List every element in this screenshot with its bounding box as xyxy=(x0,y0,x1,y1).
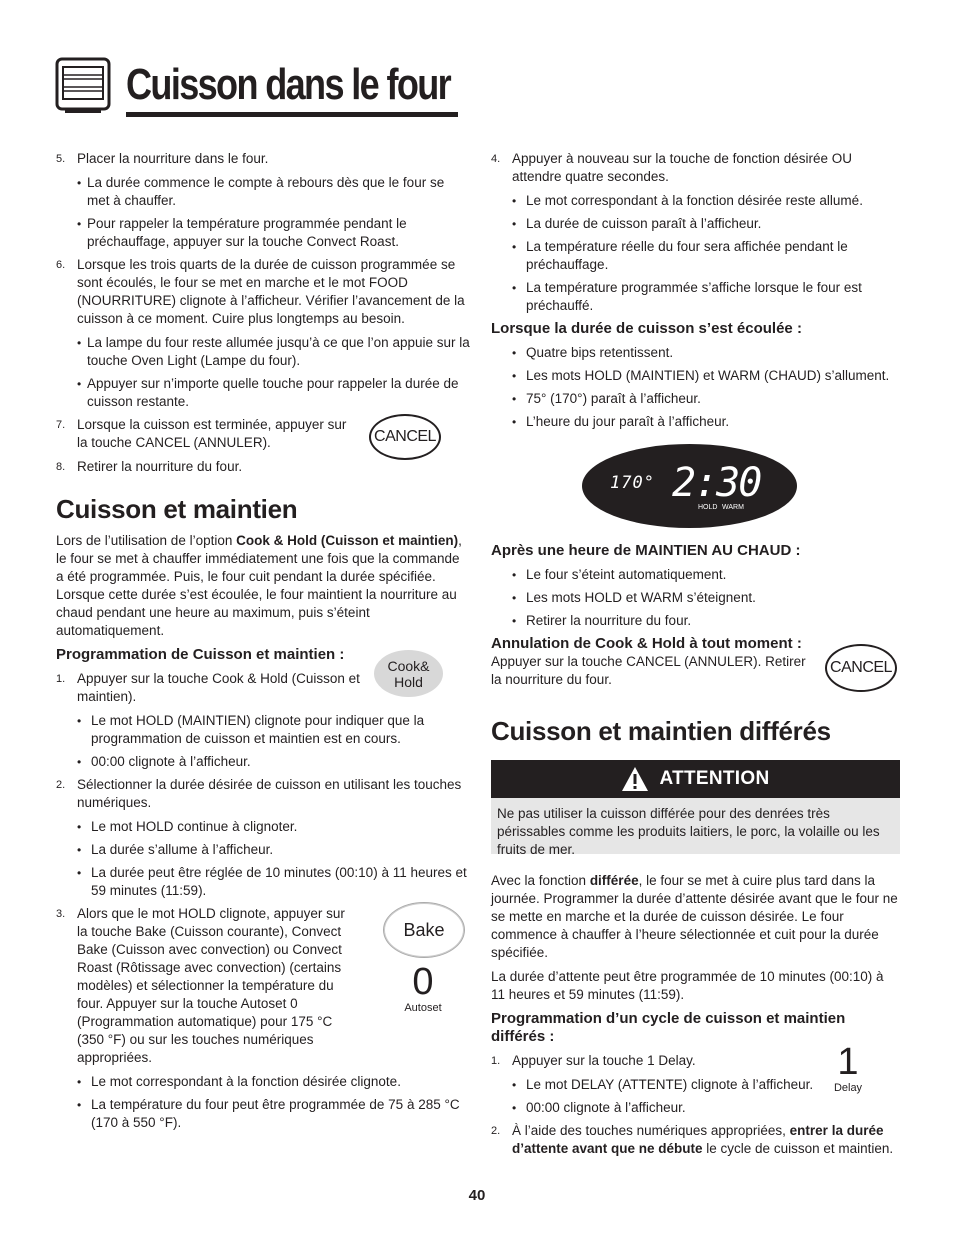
prog-step-1-bullet: • 00:00 clignote à l’afficheur. xyxy=(56,753,470,771)
step-8: 8. Retirer la nourriture du four. xyxy=(56,459,243,474)
step-5-bullet: • La durée commence le compte à rebours dès que le four se met à chauffer. xyxy=(56,174,470,210)
bake-button[interactable]: Bake xyxy=(383,902,465,958)
delayed-section xyxy=(491,872,901,1164)
step-4-bullet: • Le mot correspondant à la fonction désirée reste allumé. xyxy=(491,192,901,210)
step-5-bullet: • Pour rappeler la température programmée pendant le préchauffage, appuyer sur la touche Convect Roast. xyxy=(56,215,470,251)
delay-label: Delay xyxy=(833,1082,863,1094)
elapsed-bullet: • Quatre bips retentissent. xyxy=(491,344,901,362)
prog-step-3: 3. Alors que le mot HOLD clignote, appuyer sur la touche Bake (Cuisson courante), Convect Bake (Cuisson avec convection) ou Convect Roast (Rôtissage avec convection) (certains modèles) et sélectionner la température du four. Appuyer sur la touche Autoset 0 (Programmation automatique) pour 175 °C (350 °F) ou sur les touches numériques appropriées. xyxy=(56,906,345,1065)
oven-icon xyxy=(55,57,111,115)
step-4-bullet: • La température programmée s’affiche lorsque le four est préchauffé. xyxy=(491,279,901,315)
delay-digit: 1 xyxy=(837,1041,859,1083)
elapsed-bullet: • 75° (170°) paraît à l’afficheur. xyxy=(491,390,901,408)
cook-hold-label: Hold xyxy=(394,673,423,690)
delay-step-2: 2. À l’aide des touches numériques appropriées, entrer la durée d’attente avant que ne débute le cycle de cuisson et maintien. xyxy=(491,1123,894,1156)
display-warm: WARM xyxy=(722,504,744,511)
autoset-digit: 0 xyxy=(412,961,434,1003)
page-title: Cuisson dans le four xyxy=(126,60,451,109)
attention-header xyxy=(491,760,900,798)
cook-hold-programming-heading: Programmation de Cuisson et maintien : xyxy=(56,646,345,663)
after-hold-bullet: • Les mots HOLD et WARM s’éteignent. xyxy=(491,589,901,607)
section-title-cook-hold: Cuisson et maintien xyxy=(56,494,298,524)
after-hold-bullet: • Le four s’éteint automatiquement. xyxy=(491,566,901,584)
delay-step-1-bullet: • Le mot DELAY (ATTENTE) clignote à l’afficheur. xyxy=(491,1076,901,1094)
prog-step-2-bullet: • Le mot HOLD continue à clignoter. xyxy=(56,818,470,836)
cancel-button[interactable]: CANCEL xyxy=(825,644,897,692)
prog-step-2: 2. Sélectionner la durée désirée de cuisson en utilisant les touches numériques. xyxy=(56,777,462,810)
after-hold-heading: Après une heure de MAINTIEN AU CHAUD : xyxy=(491,542,801,559)
cook-hold-label: Cook& xyxy=(387,657,430,674)
delayed-range: La durée d’attente peut être programmée de 10 minutes (00:10) à 11 heures et 59 minutes (11:59). xyxy=(491,969,884,1002)
step-6-bullet: • La lampe du four reste allumée jusqu’à ce que l’on appuie sur la touche Oven Light (Lampe du four). xyxy=(56,334,470,370)
step-4-bullet: • La durée de cuisson paraît à l’afficheur. xyxy=(491,215,901,233)
prog-step-2-bullet: • La durée peut être réglée de 10 minutes (00:10) à 11 heures et 59 minutes (11:59). xyxy=(56,864,470,900)
attention-body: Ne pas utiliser la cuisson différée pour des denrées très périssables comme les produits laitiers, le porc, la volaille ou les fruits de mer. xyxy=(491,798,900,854)
prog-step-1-bullet: • Le mot HOLD (MAINTIEN) clignote pour indiquer que la programmation de cuisson et maintien est en cours. xyxy=(56,712,470,748)
step-4: 4. Appuyer à nouveau sur la touche de fonction désirée OU attendre quatre secondes. xyxy=(491,151,852,184)
display-hold: HOLD xyxy=(698,504,718,511)
step-4-bullet: • La température réelle du four sera affichée pendant le préchauffage. xyxy=(491,238,901,274)
oven-display xyxy=(582,444,797,528)
prog-step-1: 1. Appuyer sur la touche Cook & Hold (Cuisson et maintien). xyxy=(56,671,360,704)
right-column xyxy=(491,150,901,436)
display-time: 2:30 xyxy=(672,460,761,506)
warning-icon xyxy=(621,766,649,792)
prog-step-3-bullet: • Le mot correspondant à la fonction désirée clignote. xyxy=(56,1073,470,1091)
cancel-anytime-heading: Annulation de Cook & Hold à tout moment : xyxy=(491,635,802,652)
cancel-anytime-text: Appuyer sur la touche CANCEL (ANNULER). Retirer la nourriture du four. xyxy=(491,654,806,687)
autoset-button[interactable] xyxy=(398,962,448,1014)
elapsed-heading: Lorsque la durée de cuisson s’est écoulée : xyxy=(491,320,802,337)
delay-step-1: 1. Appuyer sur la touche 1 Delay. xyxy=(491,1053,696,1068)
delay-button[interactable] xyxy=(828,1042,868,1094)
prog-step-2-bullet: • La durée s’allume à l’afficheur. xyxy=(56,841,470,859)
cook-hold-intro: Lors de l’utilisation de l’option Cook & Hold (Cuisson et maintien), le four se met à chauffer immédiatement une fois que la commande a été programmée. Puis, le four cuit pendant la durée spécifiée. Lorsque cette durée s’est écoulée, le four maintient la nourriture au chaud pendant une heure au maximum, puis s’éteint automatiquement. xyxy=(56,533,462,638)
cancel-button[interactable]: CANCEL xyxy=(369,414,441,460)
after-hold-bullet: • Retirer la nourriture du four. xyxy=(491,612,901,630)
elapsed-bullet: • Les mots HOLD (MAINTIEN) et WARM (CHAUD) s’allument. xyxy=(491,367,901,385)
attention-title: ATTENTION xyxy=(659,768,770,789)
delayed-intro: Avec la fonction différée, le four se met à cuire plus tard dans la journée. Programmer la durée d’attente désirée avant que le four ne se mette en marche et la durée de cuisson désirée. Le four commence à chauffer à l’heure sélectionnée et cuit pour la durée spécifiée. xyxy=(491,873,898,960)
title-rule xyxy=(126,112,458,117)
autoset-label: Autoset xyxy=(404,1002,442,1014)
elapsed-bullet: • L’heure du jour paraît à l’afficheur. xyxy=(491,413,901,431)
display-temperature: 170° xyxy=(610,473,655,493)
page-number: 40 xyxy=(468,1187,486,1204)
section-title-delayed-cook-hold: Cuisson et maintien différés xyxy=(491,716,831,746)
prog-step-3-bullet: • La température du four peut être programmée de 75 à 285 °C (170 à 550 °F). xyxy=(56,1096,470,1132)
step-7: 7. Lorsque la cuisson est terminée, appuyer sur la touche CANCEL (ANNULER). xyxy=(56,417,347,450)
step-5: 5. Placer la nourriture dans le four. xyxy=(56,151,269,166)
cook-hold-button[interactable] xyxy=(374,650,443,697)
step-6-bullet: • Appuyer sur n’importe quelle touche pour rappeler la durée de cuisson restante. xyxy=(56,375,470,411)
delayed-programming-heading: Programmation d’un cycle de cuisson et maintien différés : xyxy=(491,1010,846,1045)
delay-step-1-bullet: • 00:00 clignote à l’afficheur. xyxy=(491,1099,901,1117)
step-6: 6. Lorsque les trois quarts de la durée de cuisson programmée se sont écoulés, le four se met en marche et le mot FOOD (NOURRITURE) clignote à l’afficheur. Vérifier l’avancement de la cuisson à ce moment. Cuire plus longtemps au besoin. xyxy=(56,257,465,326)
